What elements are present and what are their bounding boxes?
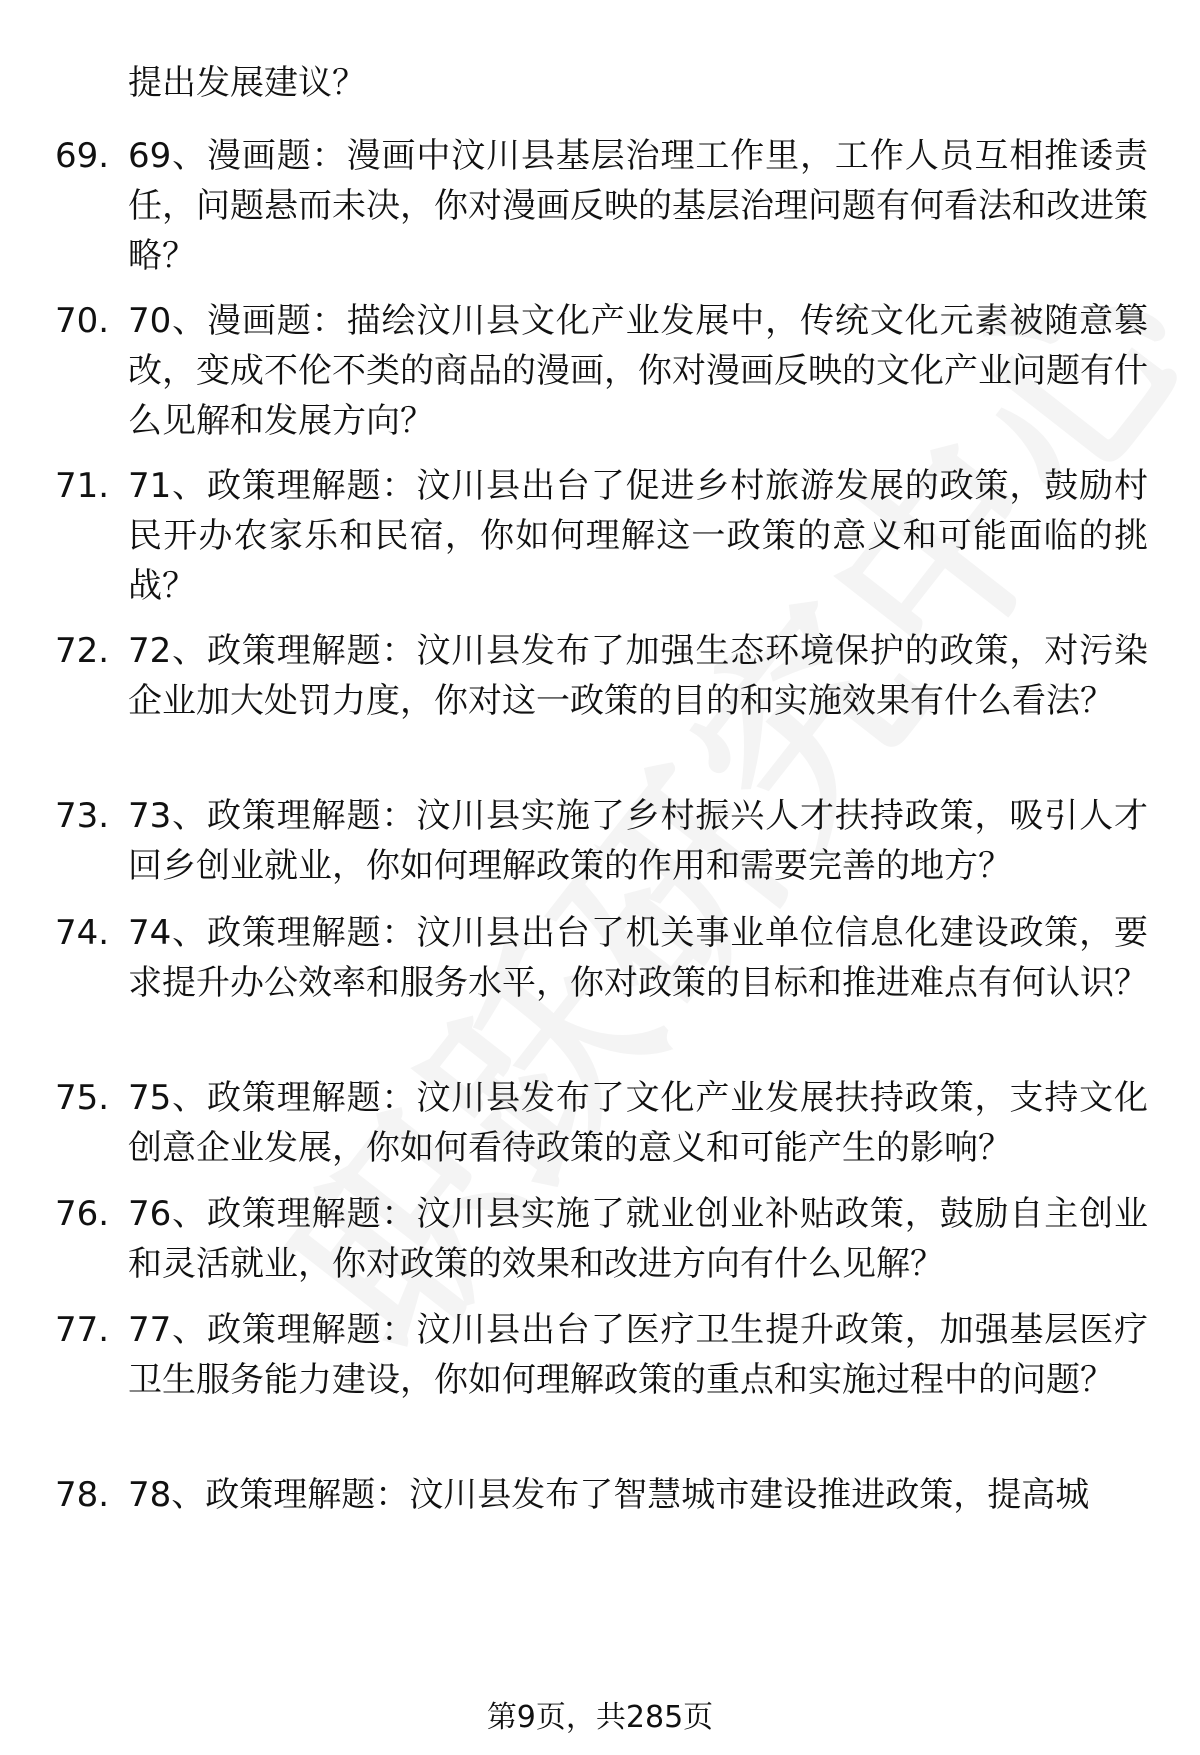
- page-number-footer: 第9页，共285页: [486, 1700, 714, 1735]
- question-number: 70.: [55, 301, 110, 341]
- question-number: 71.: [55, 466, 110, 506]
- question-text: 77、政策理解题：汶川县出台了医疗卫生提升政策，加强基层医疗卫生服务能力建设，你如何理解政策的重点和实施过程中的问题？: [128, 1310, 1148, 1400]
- question-number: 75.: [55, 1078, 110, 1118]
- question-text: 78、政策理解题：汶川县发布了智慧城市建设推进政策，提高城: [128, 1475, 1090, 1515]
- question-number: 72.: [55, 631, 110, 671]
- question-text: 71、政策理解题：汶川县出台了促进乡村旅游发展的政策，鼓励村民开办农家乐和民宿，你如何理解这一政策的意义和可能面临的挑战？: [128, 466, 1148, 606]
- question-text: 70、漫画题：描绘汶川县文化产业发展中，传统文化元素被随意篡改，变成不伦不类的商品的漫画，你对漫画反映的文化产业问题有什么见解和发展方向？: [128, 301, 1148, 441]
- question-text: 72、政策理解题：汶川县发布了加强生态环境保护的政策，对污染企业加大处罚力度，你对这一政策的目的和实施效果有什么看法？: [128, 631, 1148, 721]
- question-number: 76.: [55, 1194, 110, 1234]
- question-number: 73.: [55, 796, 110, 836]
- question-number: 74.: [55, 913, 110, 953]
- question-text: 69、漫画题：漫画中汶川县基层治理工作里，工作人员互相推诿责任，问题悬而未决，你对漫画反映的基层治理问题有何看法和改进策略？: [128, 136, 1148, 276]
- question-number: 77.: [55, 1310, 110, 1350]
- question-text: 73、政策理解题：汶川县实施了乡村振兴人才扶持政策，吸引人才回乡创业就业，你如何理解政策的作用和需要完善的地方？: [128, 796, 1148, 886]
- continuation-text: 提出发展建议？: [128, 63, 366, 103]
- question-number: 69.: [55, 136, 110, 176]
- question-number: 78.: [55, 1475, 110, 1515]
- question-text: 76、政策理解题：汶川县实施了就业创业补贴政策，鼓励自主创业和灵活就业，你对政策的效果和改进方向有什么见解？: [128, 1194, 1148, 1284]
- question-text: 75、政策理解题：汶川县发布了文化产业发展扶持政策，支持文化创意企业发展，你如何看待政策的意义和可能产生的影响？: [128, 1078, 1148, 1168]
- question-text: 74、政策理解题：汶川县出台了机关事业单位信息化建设政策，要求提升办公效率和服务水平，你对政策的目标和推进难点有何认识？: [128, 913, 1148, 1003]
